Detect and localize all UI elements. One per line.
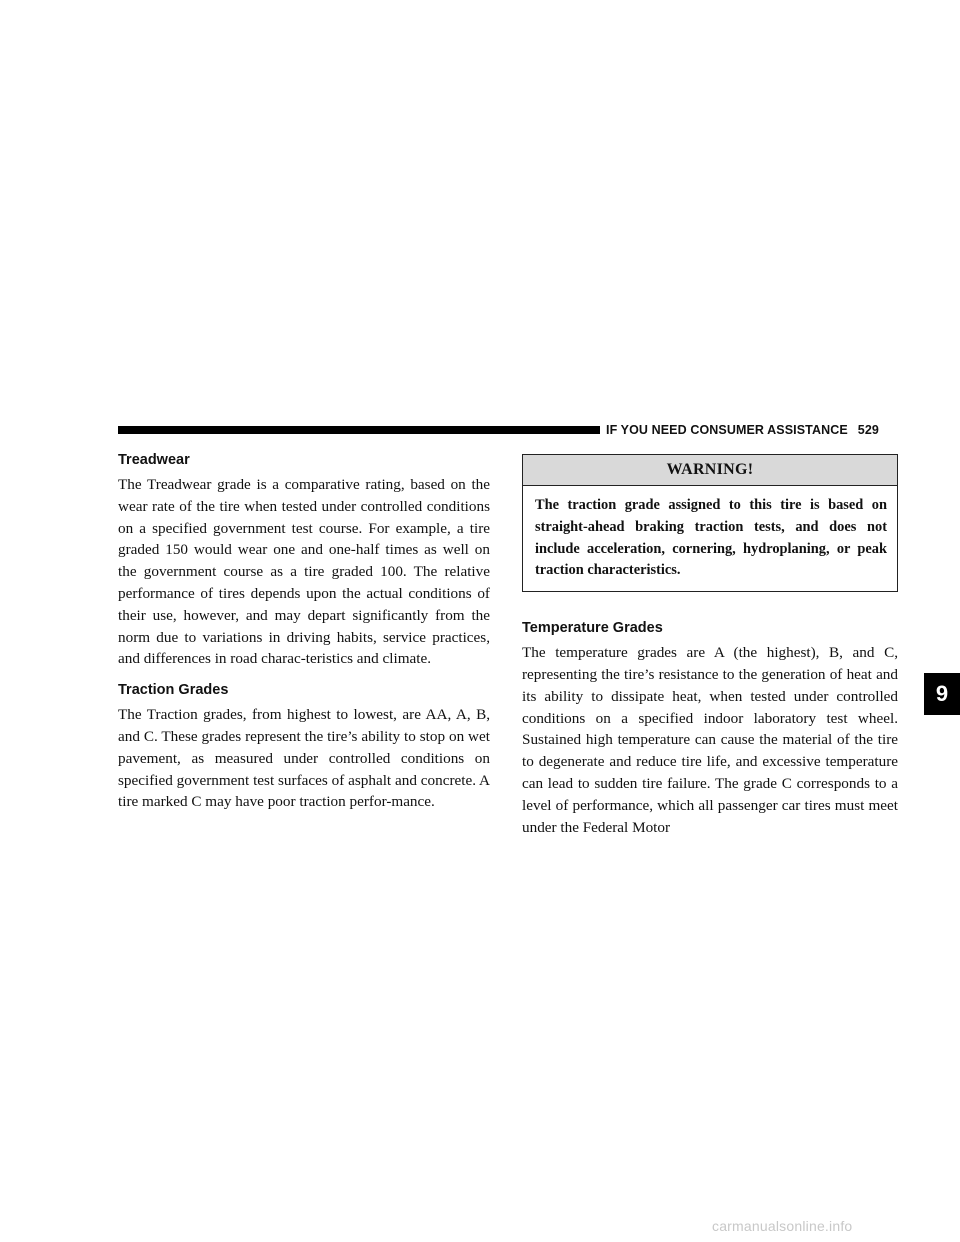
running-header	[606, 421, 879, 439]
temperature-heading: Temperature Grades	[522, 620, 663, 637]
left-column	[118, 450, 490, 813]
traction-paragraph: The Traction grades, from highest to lowest, are AA, A, B, and C. These grades represent the tire’s ability to stop on wet pavement, as measured under controlled conditions on specified government test surfaces of asphalt and concrete. A tire marked C may have poor traction perfor-mance.	[118, 706, 490, 811]
header-rule	[118, 426, 600, 434]
traction-heading: Traction Grades	[118, 682, 229, 699]
warning-text: The traction grade assigned to this tire is based on straight-ahead braking traction tests, and does not include acceleration, cornering, hydroplaning, or peak traction characteristics.	[535, 497, 887, 579]
treadwear-heading: Treadwear	[118, 452, 190, 468]
watermark: carmanualsonline.info	[712, 1218, 853, 1234]
page-number: 529	[857, 423, 879, 437]
header-title: IF YOU NEED CONSUMER ASSISTANCE	[606, 423, 848, 437]
warning-box	[522, 454, 898, 592]
chapter-tab: 9	[924, 673, 960, 715]
right-column	[522, 454, 898, 838]
temperature-paragraph: The temperature grades are A (the highest), B, and C, representing the tire’s resistance to the generation of heat and its ability to dissipate heat, when tested under controlled conditions on a specified indoor laboratory test wheel. Sustained high temperature can cause the material of the tire to degenerate and reduce tire life, and excessive temperature can lead to sudden tire failure. The grade C corresponds to a level of performance, which all passenger car tires must meet under the Federal Motor	[522, 644, 898, 836]
warning-title: WARNING!	[523, 455, 897, 486]
treadwear-paragraph: The Treadwear grade is a comparative rating, based on the wear rate of the tire when tested under controlled conditions on a specified government test course. For example, a tire graded 150 would wear one and one-half times as well on the government course as a tire graded 100. The relative performance of tires depends upon the actual conditions of their use, however, and may depart significantly from the norm due to variations in driving habits, service practices, and differences in road charac-teristics and climate.	[118, 476, 490, 668]
